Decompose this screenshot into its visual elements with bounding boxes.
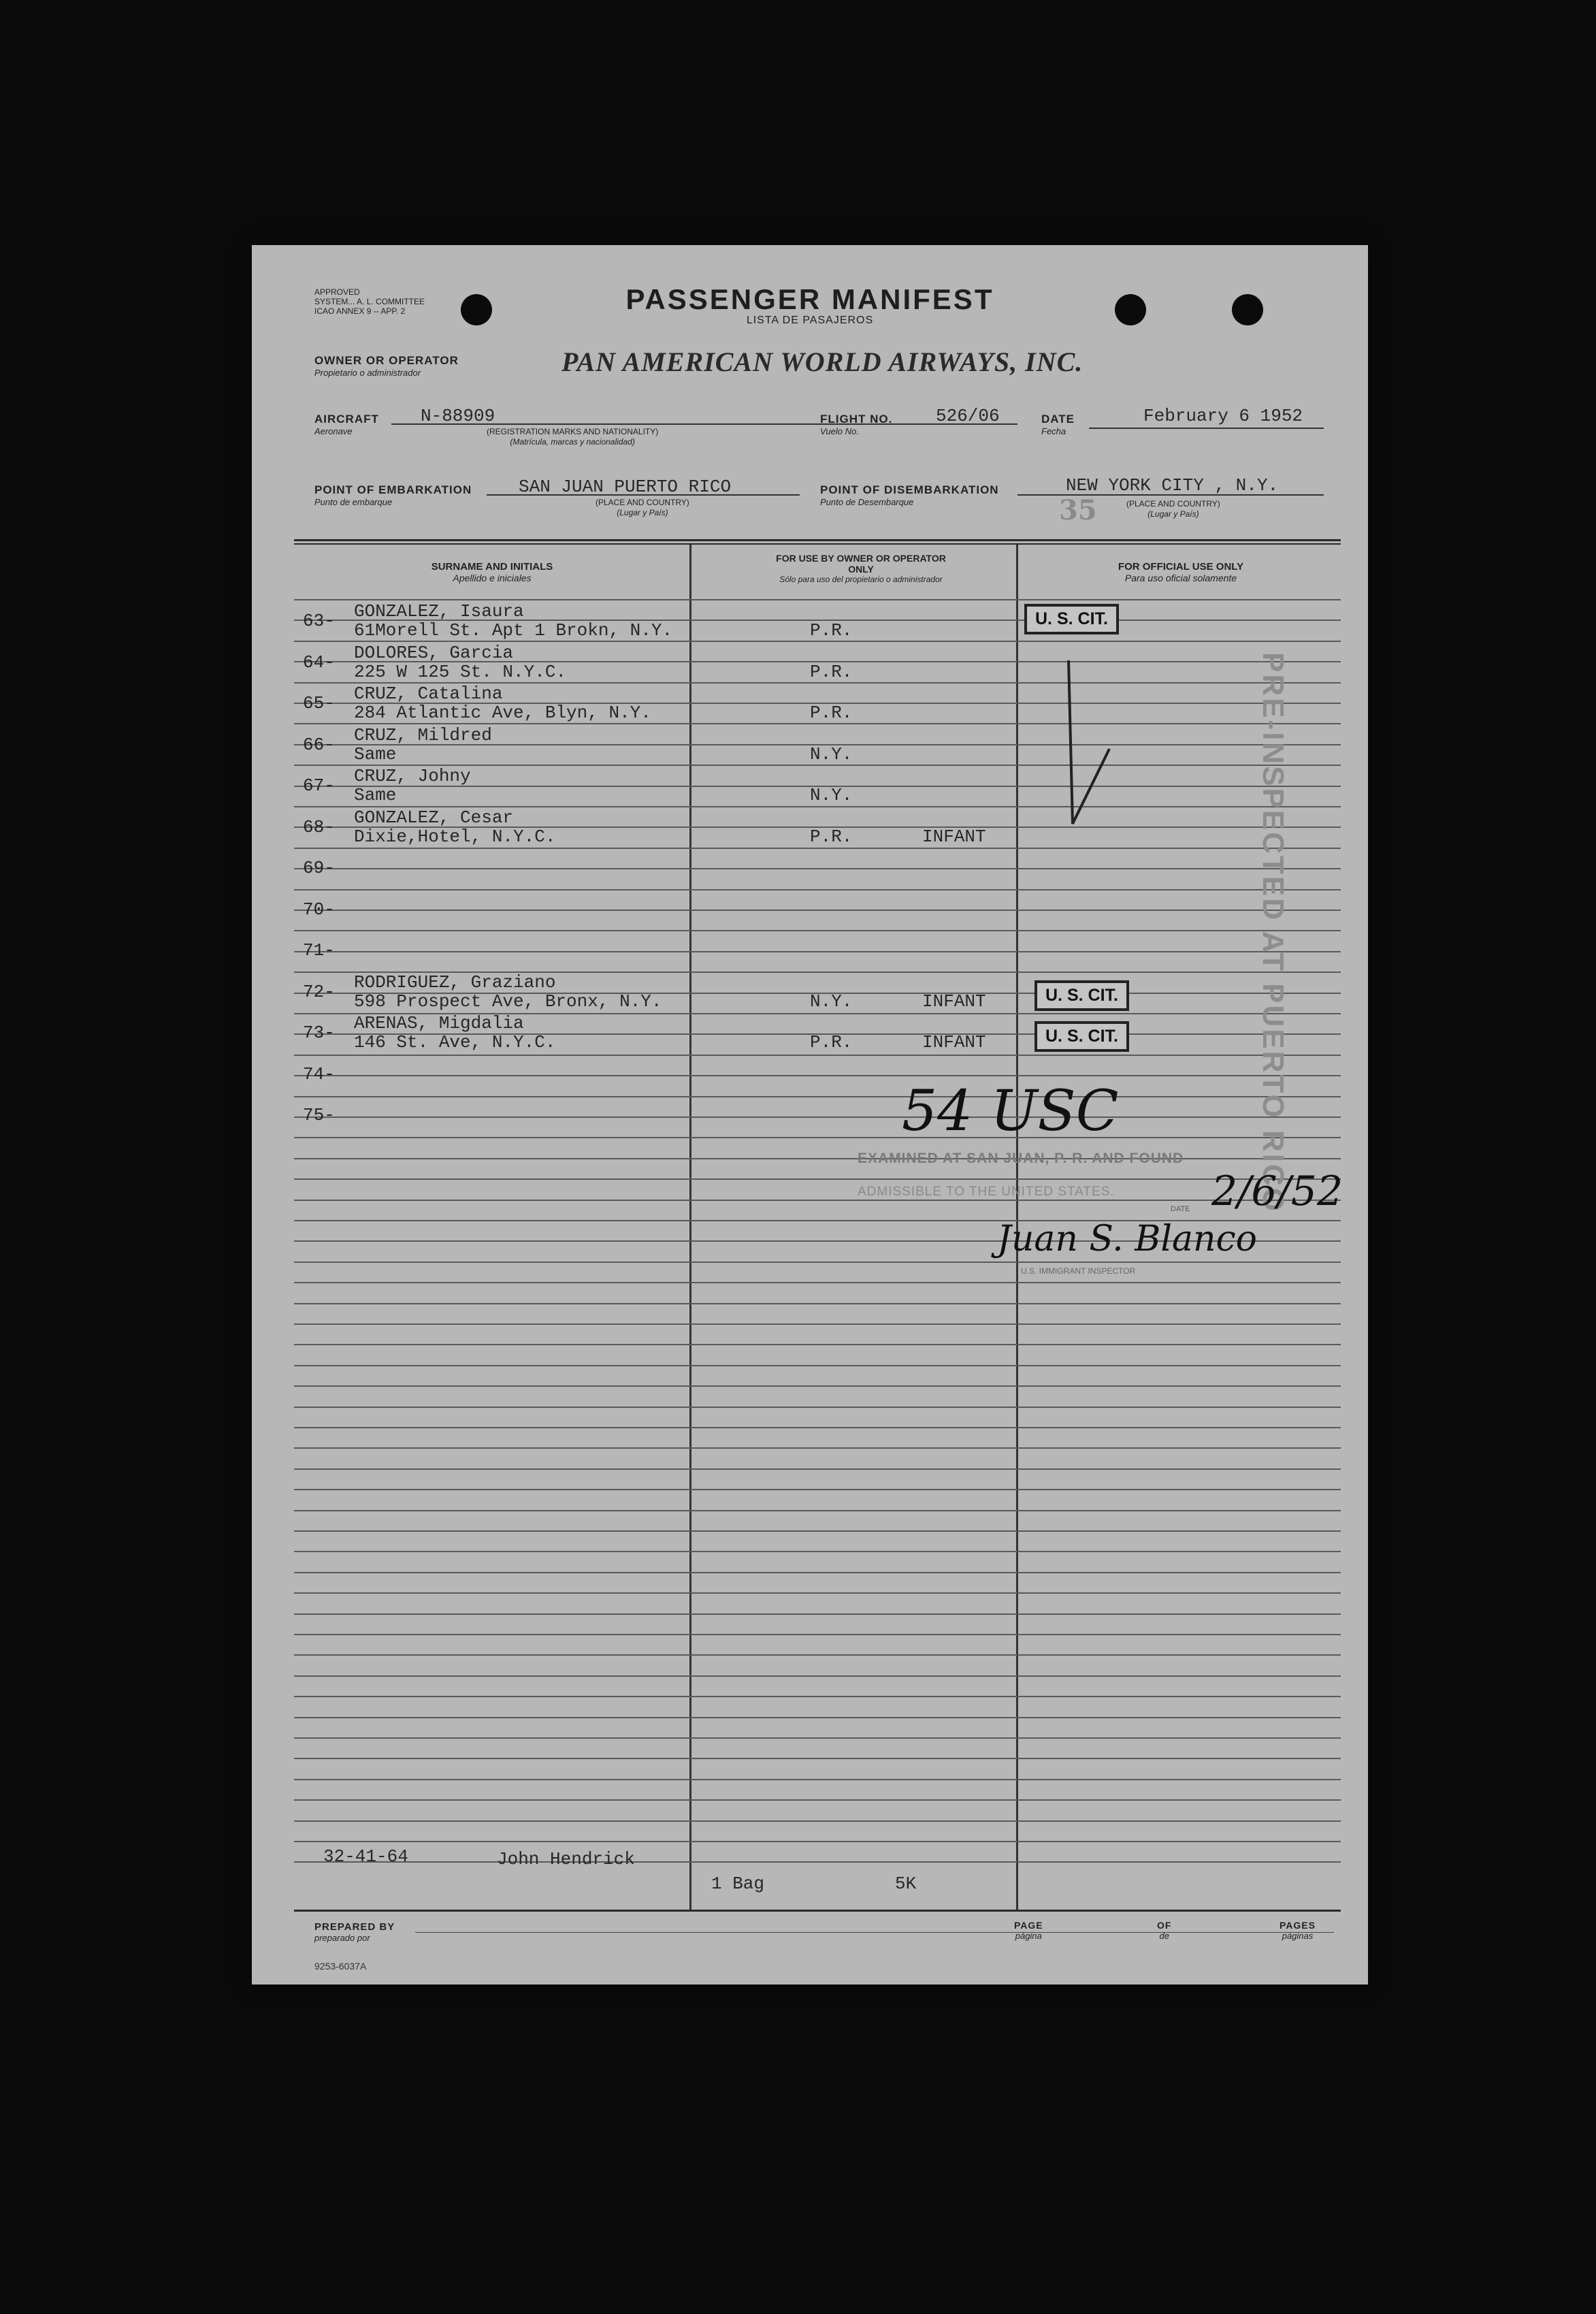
disembark-value: NEW YORK CITY , N.Y.: [1066, 475, 1279, 496]
passenger-address: Same: [354, 743, 397, 765]
of-block: [1157, 1920, 1171, 1941]
row-number: 72-: [303, 981, 335, 1002]
ruled-line: [294, 1096, 1341, 1097]
embark-value: SAN JUAN PUERTO RICO: [519, 477, 732, 497]
owner-value: PAN AMERICAN WORLD AIRWAYS, INC.: [561, 347, 1084, 377]
footer-bags: 1 Bag: [711, 1874, 765, 1894]
ruled-line: [294, 1075, 1341, 1076]
col-header-surname-es: Apellido e iniciales: [453, 573, 532, 583]
ruled-line: [294, 1116, 1341, 1118]
ruled-line: [294, 1717, 1341, 1718]
col-header-surname-text: SURNAME AND INITIALS: [431, 561, 553, 573]
row-number: 70-: [303, 899, 335, 920]
ruled-line: [294, 1303, 1341, 1304]
ruled-line: [294, 1613, 1341, 1615]
passenger-address: 225 W 125 St. N.Y.C.: [354, 661, 567, 682]
ruled-line: [294, 868, 1341, 869]
us-citizen-stamp: U. S. CIT.: [1024, 604, 1119, 634]
date-value: February 6 1952: [1143, 406, 1303, 426]
passenger-name: RODRIGUEZ, Graziano: [354, 971, 556, 993]
ruled-line: [294, 1551, 1341, 1552]
flight-label-es: Vuelo No.: [820, 426, 859, 436]
page-label-es: página: [1015, 1931, 1042, 1941]
prepared-block: [314, 1921, 395, 1943]
passenger-name: ARENAS, Migdalia: [354, 1013, 524, 1033]
ruled-line: [294, 1861, 1341, 1863]
row-number: 75-: [303, 1105, 335, 1125]
disembark-place-note: [1126, 498, 1220, 519]
approval-line: SYSTEM... A. L. COMMITTEE: [314, 297, 425, 306]
passenger-address: 284 Atlantic Ave, Blyn, N.Y.: [354, 703, 651, 723]
passenger-origin: P.R.: [810, 703, 853, 723]
admissible-text: ADMISSIBLE TO THE UNITED STATES.: [858, 1185, 1115, 1199]
ruled-line: [294, 1178, 1341, 1180]
handwritten-count: 54 USC: [902, 1079, 1119, 1144]
owner-label-block: [314, 354, 459, 378]
ruled-line: [294, 1344, 1341, 1345]
footer-agent: John Hendrick: [497, 1849, 635, 1869]
owner-label-es: Propietario o administrador: [314, 368, 421, 378]
owner-label: OWNER OR OPERATOR: [314, 354, 459, 367]
disembark-label: POINT OF DISEMBARKATION: [820, 483, 999, 496]
embark-place-note: [596, 497, 689, 517]
row-number: 73-: [303, 1023, 335, 1043]
col-header-owner-es: Sólo para uso del propietario o administrador: [779, 575, 943, 584]
header-rule-2: [294, 543, 1341, 545]
us-citizen-stamp: U. S. CIT.: [1035, 980, 1129, 1011]
ruled-line: [294, 1799, 1341, 1801]
col-header-official: [1017, 562, 1344, 583]
ruled-line: [294, 1137, 1341, 1138]
prepared-label-es: preparado por: [314, 1933, 370, 1943]
row-number: 67-: [303, 775, 335, 796]
row-number: 66-: [303, 734, 335, 755]
col-header-owner: [701, 553, 1021, 584]
ruled-line: [294, 1468, 1341, 1470]
ruled-line: [294, 1530, 1341, 1532]
col-header-owner-text: FOR USE BY OWNER OR OPERATOR ONLY: [776, 553, 946, 575]
ruled-line: [294, 1489, 1341, 1490]
row-number: 74-: [303, 1063, 335, 1084]
passenger-origin: N.Y.: [810, 743, 853, 765]
us-citizen-stamp: U. S. CIT.: [1035, 1021, 1129, 1052]
column-divider-1: [689, 545, 691, 1910]
registration-note: [487, 426, 658, 447]
embark-place-note-text: (PLACE AND COUNTRY): [596, 498, 689, 507]
ruled-line: [294, 1427, 1341, 1428]
ruled-line: [294, 1572, 1341, 1573]
pre-inspected-stamp: [1252, 652, 1293, 1213]
passenger-origin: P.R.: [810, 661, 853, 682]
manifest-sheet: [252, 245, 1368, 1984]
handwritten-date: 2/6/52: [1211, 1168, 1343, 1215]
ruled-line: [294, 1262, 1341, 1263]
embark-label: POINT OF EMBARKATION: [314, 483, 472, 496]
flight-label-block: [820, 413, 892, 436]
passenger-address: 61Morell St. Apt 1 Brokn, N.Y.: [354, 620, 673, 641]
row-number: 71-: [303, 940, 335, 961]
examined-text: EXAMINED AT SAN JUAN, P. R. AND FOUND: [858, 1151, 1184, 1166]
ruled-line: [294, 1737, 1341, 1739]
aircraft-label-block: [314, 413, 379, 436]
date-label-es: Fecha: [1041, 426, 1066, 436]
passenger-address: 146 St. Ave, N.Y.C.: [354, 1032, 556, 1052]
aircraft-value: N-88909: [421, 406, 495, 426]
header-rule: [294, 539, 1341, 541]
ruled-line: [294, 1675, 1341, 1677]
ruled-line: [294, 1758, 1341, 1759]
of-label: OF: [1157, 1920, 1172, 1931]
inspector-label: U.S. IMMIGRANT INSPECTOR: [1021, 1266, 1136, 1276]
row-number: 68-: [303, 816, 335, 837]
form-code: 9253-6037A: [314, 1961, 367, 1972]
ruled-line: [294, 848, 1341, 849]
flight-label: FLIGHT NO.: [820, 413, 893, 425]
ruled-line: [294, 889, 1341, 890]
ruled-line: [294, 1365, 1341, 1366]
pages-label: PAGES: [1280, 1920, 1316, 1931]
passenger-name: DOLORES, Garcia: [354, 642, 514, 663]
check-mark: [1055, 654, 1130, 837]
ruled-line: [294, 1841, 1341, 1842]
passenger-origin: N.Y.: [810, 991, 853, 1012]
ruled-line: [294, 1634, 1341, 1635]
embark-place-note-es: (Lugar y País): [617, 508, 668, 517]
page-block: [1014, 1920, 1043, 1941]
passenger-name: GONZALEZ, Isaura: [354, 601, 524, 622]
ruled-line: [294, 1158, 1341, 1159]
of-label-es: de: [1159, 1931, 1169, 1941]
passenger-origin: P.R.: [810, 620, 853, 641]
ruled-line: [294, 599, 1341, 600]
disembark-place-note-es: (Lugar y País): [1147, 509, 1199, 519]
ruled-line: [294, 1654, 1341, 1656]
footer-rule: [294, 1910, 1341, 1912]
disembark-label-es: Punto de Desembarque: [820, 497, 914, 507]
date-label: DATE: [1041, 413, 1075, 425]
row-number: 64-: [303, 652, 335, 673]
footer-code: 32-41-64: [323, 1846, 408, 1867]
approval-line: APPROVED: [314, 287, 360, 297]
date-underline: [1089, 428, 1324, 429]
approval-line: ICAO ANNEX 9 -- APP. 2: [314, 306, 406, 316]
row-number: 63-: [303, 611, 335, 631]
ruled-line: [294, 1200, 1341, 1201]
passenger-note: INFANT: [922, 991, 986, 1012]
ruled-line: [294, 1407, 1341, 1408]
passenger-address: Same: [354, 785, 397, 805]
prepared-label: PREPARED BY: [314, 1921, 395, 1933]
passenger-origin: P.R.: [810, 1032, 853, 1052]
page-label: PAGE: [1014, 1920, 1043, 1931]
pages-block: [1280, 1920, 1316, 1941]
col-header-surname: [294, 562, 690, 583]
inspector-signature: Juan S. Blanco: [997, 1219, 1257, 1259]
aircraft-label-es: Aeronave: [314, 426, 353, 436]
ruled-line: [294, 1447, 1341, 1449]
col-header-official-text: FOR OFFICIAL USE ONLY: [1118, 561, 1244, 573]
ruled-line: [294, 930, 1341, 931]
disembark-label-block: [820, 483, 999, 507]
document-subtitle: LISTA DE PASAJEROS: [746, 315, 874, 326]
disembark-place-note-text: (PLACE AND COUNTRY): [1126, 499, 1220, 509]
passenger-address: Dixie,Hotel, N.Y.C.: [354, 826, 556, 847]
ruled-line: [294, 1820, 1341, 1822]
pre-inspected-stamp-text: PRE-INSPECTED AT PUERTO RICO: [1256, 652, 1290, 1213]
footer-weight: 5K: [895, 1874, 917, 1894]
passenger-note: INFANT: [922, 826, 986, 847]
passenger-origin: P.R.: [810, 826, 853, 847]
stamp-number: 35: [1059, 494, 1097, 526]
ruled-line: [294, 641, 1341, 642]
document-title: PASSENGER MANIFEST: [625, 283, 994, 315]
flight-value: 526/06: [936, 406, 1000, 426]
passenger-name: CRUZ, Catalina: [354, 684, 503, 704]
passenger-name: CRUZ, Johny: [354, 766, 471, 786]
ruled-line: [294, 951, 1341, 952]
embark-label-block: [314, 483, 472, 507]
passenger-address: 598 Prospect Ave, Bronx, N.Y.: [354, 991, 662, 1012]
passenger-name: CRUZ, Mildred: [354, 724, 492, 745]
ruled-line: [294, 1592, 1341, 1594]
ruled-line: [294, 1323, 1341, 1325]
ruled-line: [294, 1282, 1341, 1283]
ruled-line: [294, 1055, 1341, 1056]
registration-note-es: (Matrícula, marcas y nacionalidad): [510, 437, 635, 447]
passenger-origin: N.Y.: [810, 785, 853, 805]
ruled-line: [294, 1510, 1341, 1511]
registration-note-text: (REGISTRATION MARKS AND NATIONALITY): [487, 427, 659, 436]
col-header-official-es: Para uso oficial solamente: [1124, 573, 1237, 583]
date-label-block: [1041, 413, 1075, 436]
row-number: 69-: [303, 858, 335, 878]
pages-label-es: páginas: [1282, 1931, 1314, 1941]
passenger-note: INFANT: [922, 1032, 986, 1052]
ruled-line: [294, 1696, 1341, 1697]
ruled-line: [294, 1779, 1341, 1780]
embark-label-es: Punto de embarque: [314, 497, 393, 507]
passenger-name: GONZALEZ, Cesar: [354, 807, 514, 828]
prepared-underline: [415, 1932, 1334, 1933]
ruled-line: [294, 1385, 1341, 1387]
aircraft-label: AIRCRAFT: [314, 413, 379, 425]
row-number: 65-: [303, 693, 335, 713]
ruled-line: [294, 910, 1341, 911]
date-small-label: DATE: [1171, 1205, 1190, 1213]
